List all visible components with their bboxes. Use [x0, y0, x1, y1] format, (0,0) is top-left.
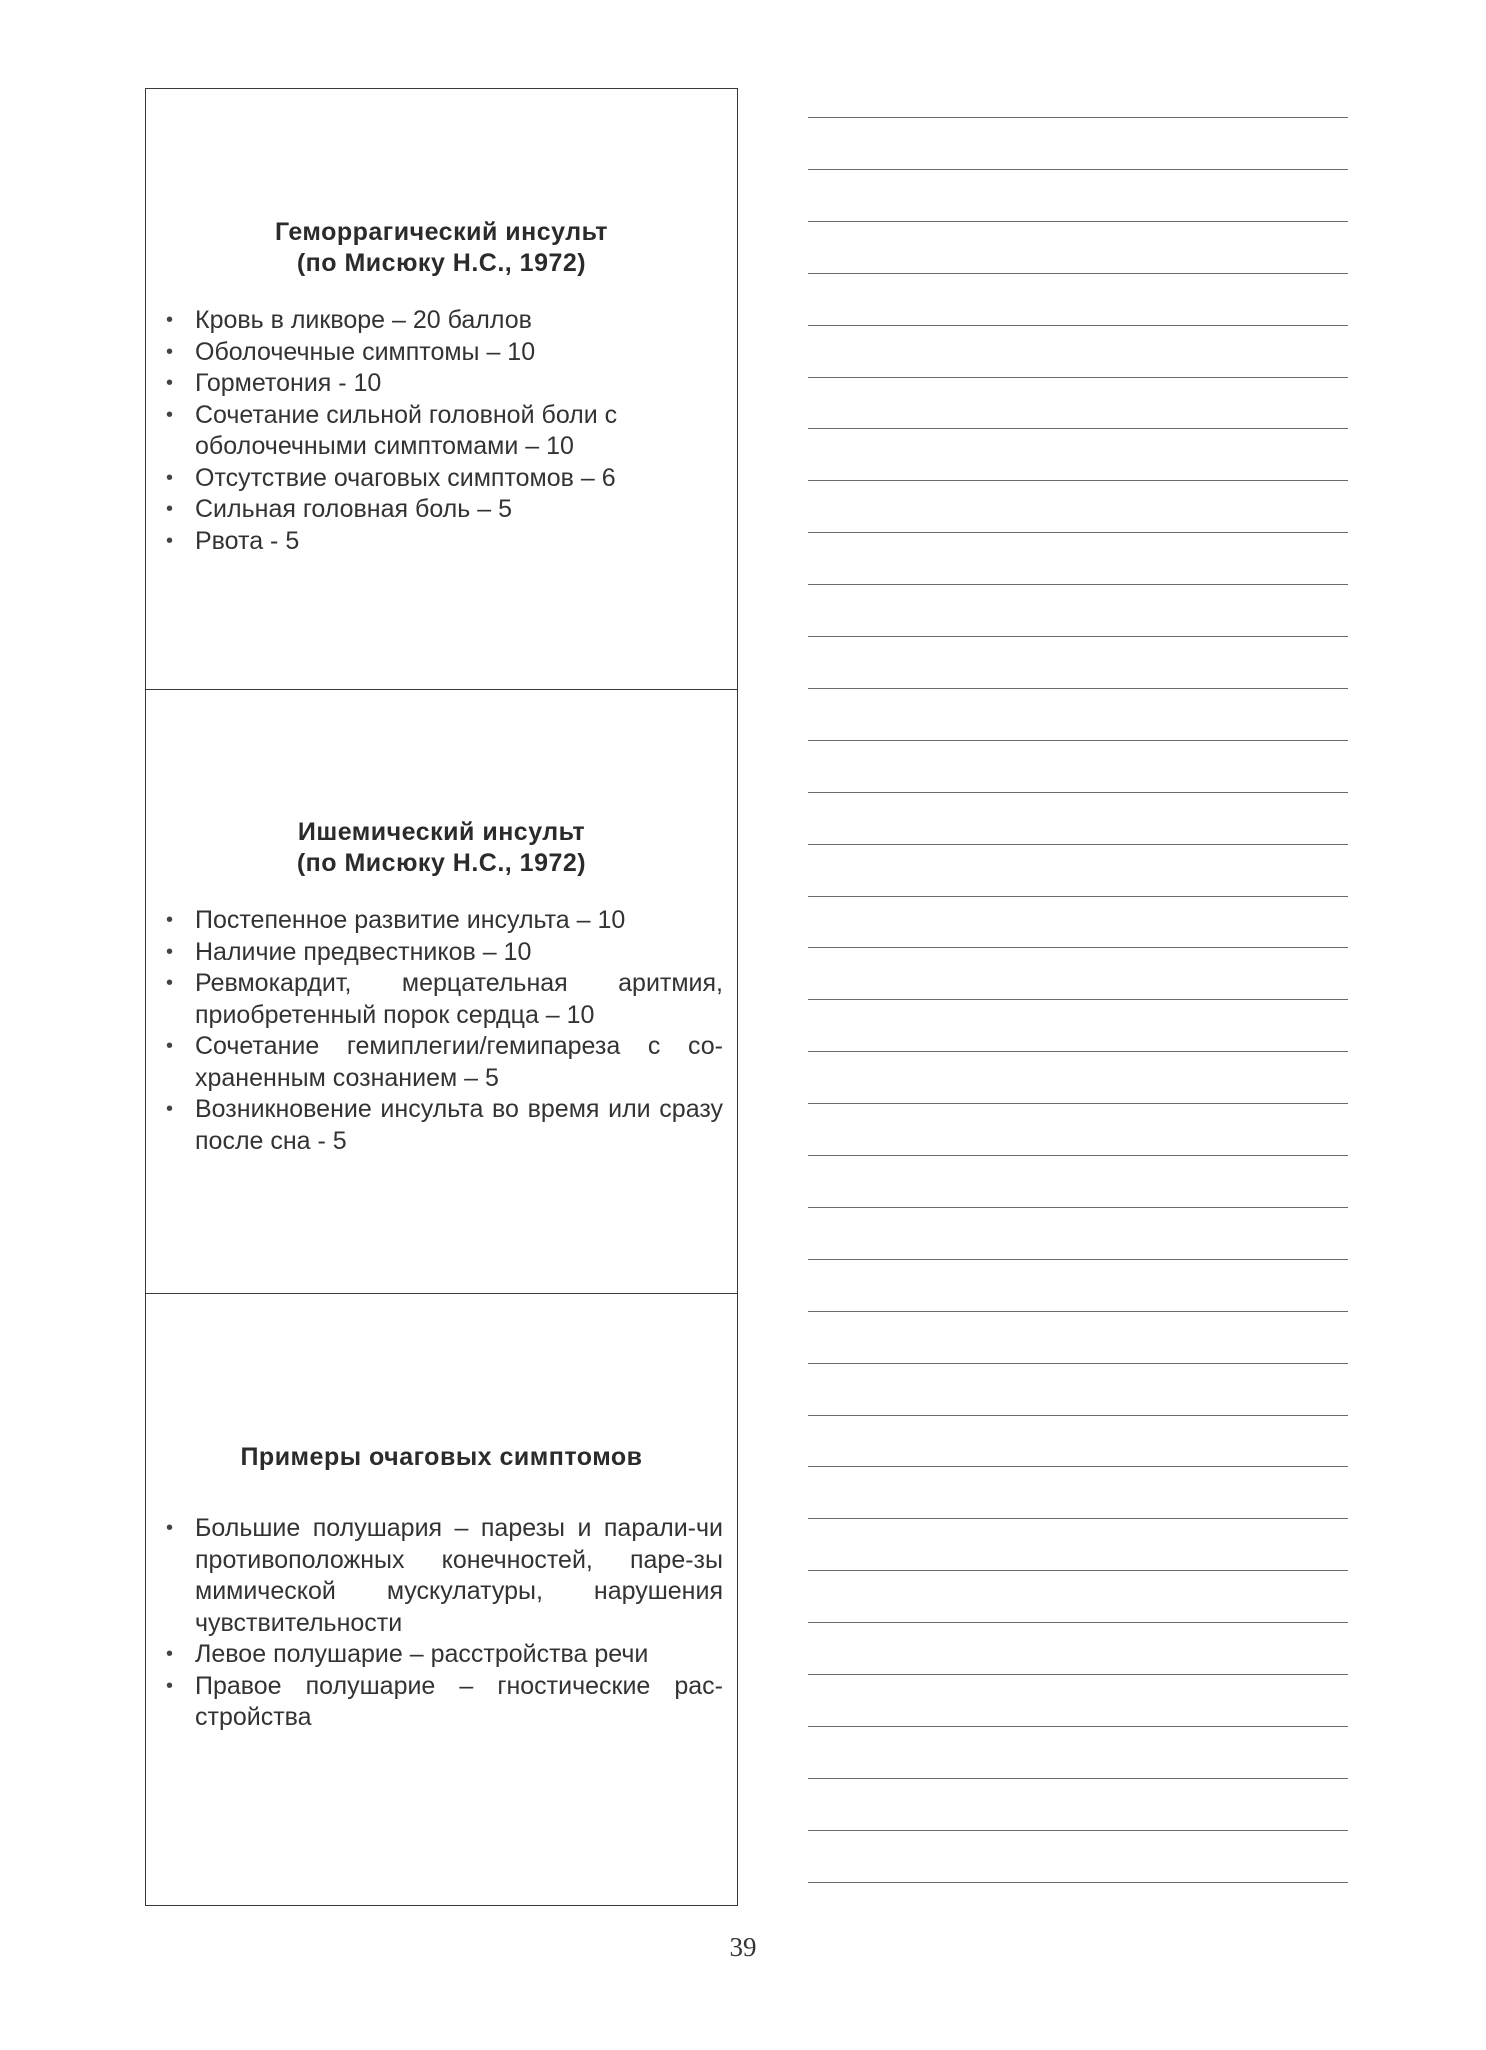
list-item: • Левое полушарие – расстройства речи — [160, 1639, 723, 1671]
slide-title-line: Ишемический инсульт — [297, 818, 586, 846]
list-item: • Сочетание гемиплегии/гемипареза с со-храненным сознанием – 5 — [160, 1031, 723, 1094]
note-line — [808, 844, 1348, 845]
note-line — [808, 1518, 1348, 1519]
list-item: • Сильная головная боль – 5 — [160, 494, 723, 526]
list-item: • Отсутствие очаговых симптомов – 6 — [160, 463, 723, 495]
slide-title-line: (по Мисюку Н.С., 1972) — [296, 249, 587, 277]
note-line — [808, 1622, 1348, 1623]
list-item: • Кровь в ликворе – 20 баллов — [160, 305, 723, 337]
slide-hemorrhagic-stroke — [146, 89, 737, 689]
note-line — [808, 1207, 1348, 1208]
note-line — [808, 1103, 1348, 1104]
note-line — [808, 273, 1348, 274]
note-line — [808, 221, 1348, 222]
note-line — [808, 1051, 1348, 1052]
bullet-list — [160, 905, 723, 1157]
list-item: • Постепенное развитие инсульта – 10 — [160, 905, 723, 937]
note-line — [808, 169, 1348, 170]
note-line — [808, 1155, 1348, 1156]
note-line — [808, 1259, 1348, 1260]
list-item: • Возникновение инсульта во время или сразу после сна - 5 — [160, 1094, 723, 1157]
slide-title — [160, 817, 723, 879]
slide-title — [160, 217, 723, 279]
bullet-list — [160, 1513, 723, 1734]
note-line — [808, 1311, 1348, 1312]
note-line — [808, 740, 1348, 741]
slide-title-line: Примеры очаговых симптомов — [240, 1443, 643, 1471]
note-line — [808, 688, 1348, 689]
note-line — [808, 584, 1348, 585]
list-item: • Наличие предвестников – 10 — [160, 937, 723, 969]
note-line — [808, 325, 1348, 326]
note-line — [808, 947, 1348, 948]
page-number: 39 — [729, 1932, 757, 1962]
slide-ischemic-stroke — [146, 689, 737, 1293]
note-line — [808, 1882, 1348, 1883]
list-item: • Большие полушария – парезы и парали-чи противоположных конечностей, паре-зы мимической мускулатуры, нарушения чувствительности — [160, 1513, 723, 1639]
note-line — [808, 636, 1348, 637]
note-line — [808, 1778, 1348, 1779]
list-item: • Оболочечные симптомы – 10 — [160, 337, 723, 369]
note-line — [808, 792, 1348, 793]
list-item: • Горметония - 10 — [160, 368, 723, 400]
slide-title — [160, 1442, 723, 1473]
note-line — [808, 480, 1348, 481]
note-line — [808, 1830, 1348, 1831]
list-item: • Правое полушарие – гностические рас-стройства — [160, 1671, 723, 1734]
slide-title-line: (по Мисюку Н.С., 1972) — [296, 849, 587, 877]
note-line — [808, 532, 1348, 533]
note-line — [808, 428, 1348, 429]
note-line — [808, 999, 1348, 1000]
note-line — [808, 1466, 1348, 1467]
note-line — [808, 1726, 1348, 1727]
note-line — [808, 1674, 1348, 1675]
slides-panel — [145, 88, 738, 1906]
note-line — [808, 1363, 1348, 1364]
list-item: • Рвота - 5 — [160, 526, 723, 558]
bullet-list — [160, 305, 723, 557]
list-item: • Ревмокардит, мерцательная аритмия, приобретенный порок сердца – 10 — [160, 968, 723, 1031]
slide-focal-symptoms — [146, 1293, 737, 1905]
list-item: • Сочетание сильной головной боли с оболочечными симптомами – 10 — [160, 400, 723, 463]
note-line — [808, 377, 1348, 378]
note-line — [808, 896, 1348, 897]
slide-title-line: Геморрагический инсульт — [274, 218, 609, 246]
note-line — [808, 1570, 1348, 1571]
note-line — [808, 117, 1348, 118]
note-line — [808, 1415, 1348, 1416]
